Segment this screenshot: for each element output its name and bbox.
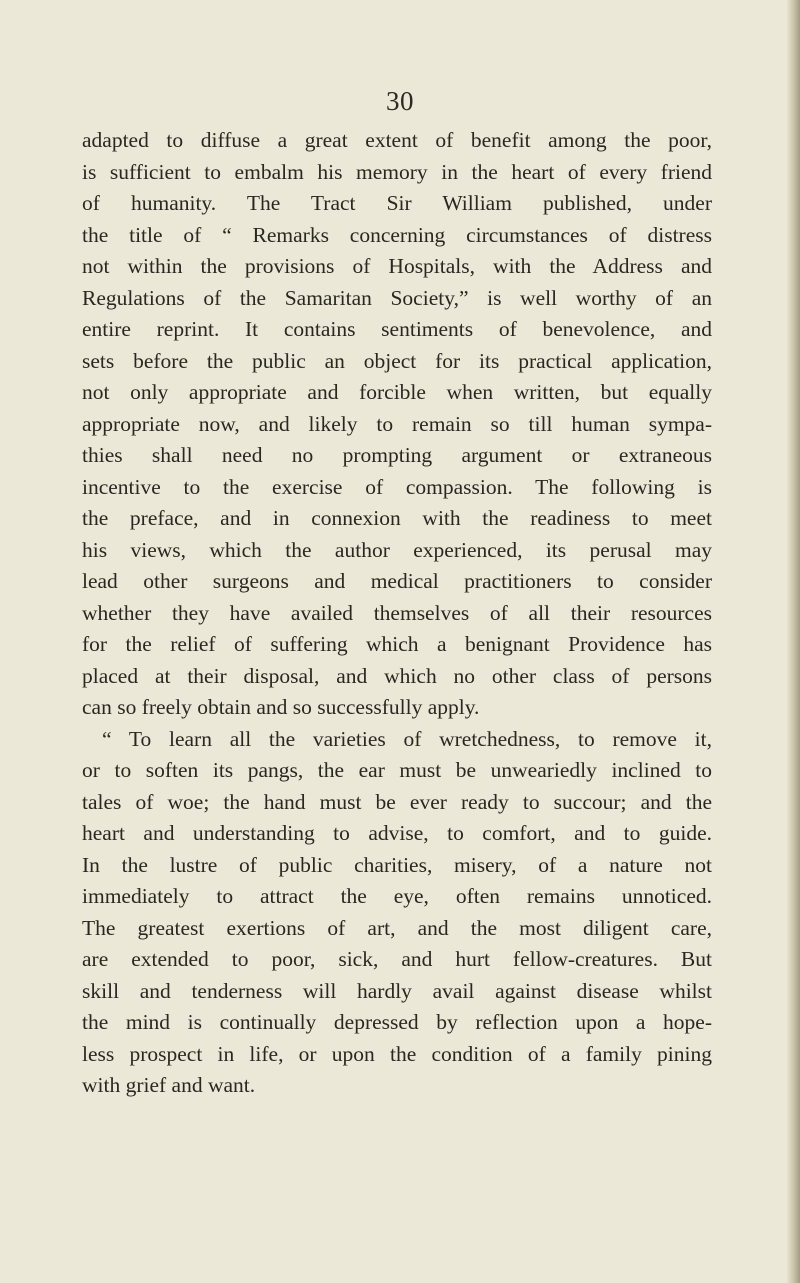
text-line: is sufficient to embalm his memory in the heart of every friend [82,159,712,184]
text-line: adapted to diffuse a great extent of benefit among the poor, [82,128,712,152]
text-line: heart and understanding to advise, to comfort, and to guide. [82,821,712,845]
text-line: entire reprint. It contains sentiments of benevolence, and [82,317,712,341]
text-line: placed at their disposal, and which no other class of persons [82,663,712,688]
text-line: can so freely obtain and so successfully apply. [82,695,480,719]
text-line: thies shall need no prompting argument or extraneous [82,443,712,467]
text-line: the title of “ Remarks concerning circumstances of distress [82,222,712,247]
text-line: of humanity. The Tract Sir William published, under [82,191,712,215]
text-line: lead other surgeons and medical practitioners to consider [82,569,712,593]
text-line: whether they have availed themselves of all their resources [82,600,712,625]
text-line: his views, which the author experienced, its perusal may [82,537,712,562]
text-line: “ To learn all the varieties of wretchedness, to remove it, [102,726,712,751]
text-line: Regulations of the Samaritan Society,” is well worthy of an [82,285,712,310]
text-line: with grief and want. [82,1073,256,1097]
body-text [82,125,712,1102]
text-line: incentive to the exercise of compassion. The following is [82,474,712,499]
text-line: immediately to attract the eye, often remains unnoticed. [82,884,712,908]
text-line: sets before the public an object for its practical application, [82,348,712,373]
text-line: In the lustre of public charities, misery, of a nature not [82,852,712,877]
text-line: appropriate now, and likely to remain so till human sympa- [82,411,712,436]
text-line: for the relief of suffering which a benignant Providence has [82,632,712,656]
text-line: not within the provisions of Hospitals, with the Address and [82,254,712,278]
text-line: or to soften its pangs, the ear must be unweariedly inclined to [82,758,712,782]
text-line: the mind is continually depressed by reflection upon a hope- [82,1010,712,1034]
text-line: skill and tenderness will hardly avail against disease whilst [82,978,712,1003]
text-line: the preface, and in connexion with the readiness to meet [82,506,712,530]
page-number: 30 [386,86,414,116]
text-line: The greatest exertions of art, and the most diligent care, [82,915,712,940]
text-line: not only appropriate and forcible when written, but equally [82,380,712,404]
page-edge-shadow [786,0,800,1283]
text-line: tales of woe; the hand must be ever ready to succour; and the [82,789,712,814]
text-line: are extended to poor, sick, and hurt fellow-creatures. But [82,947,712,971]
text-line: less prospect in life, or upon the condition of a family pining [82,1041,712,1066]
